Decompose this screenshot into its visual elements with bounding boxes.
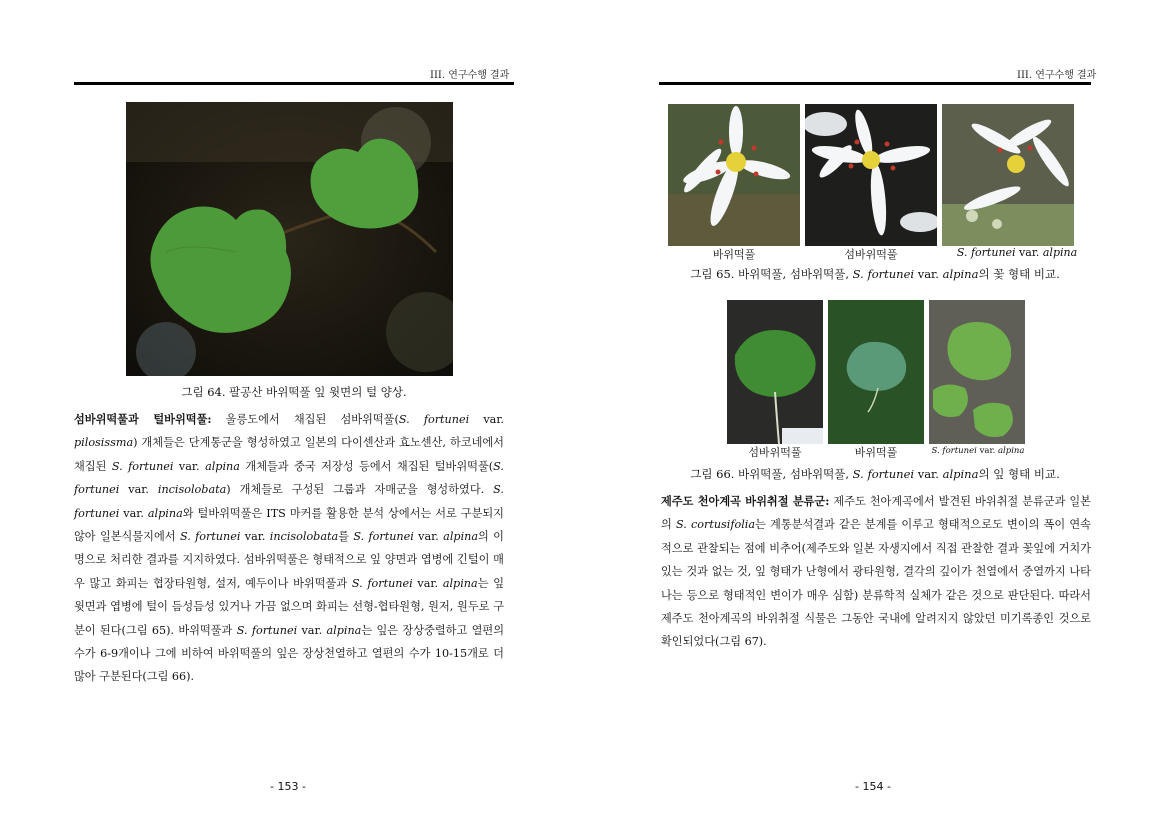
section-heading: 섬바위떡풀과 털바위떡풀: [74, 412, 212, 426]
page-number: - 153 - [270, 780, 306, 793]
leaf-photo-1 [727, 300, 823, 444]
leaf-photo-3 [929, 300, 1025, 444]
left-body-text: 섬바위떡풀과 털바위떡풀: 울릉도에서 채집된 섬바위떡풀(S. fortunei var. pilosissma) 개체들은 단계통군을 형성하였고 일본의 다이센산과 효노센산, 하코네에서 채집된 S. fortunei var. alpina 개체들과 중국 저장성 등에서 채집된 털바위떡풀(S. fortunei var. incisolobata) 개체들로 구성된 그룹과 자매군을 형성하였다. S. fortunei var. alpina와 털바위떡풀은 ITS 마커를 활용한 분석 상에서는 서로 구분되지 않아 일본식물지에서 S. fortunei var. incisolobata를 S. fortunei var. alpina의 이명으로 처리한 결과를 지지하였다. 섬바위떡풀은 형태적으로 잎 양면과 엽병에 긴털이 매우 많고 화피는 협장타원형, 설저, 예두이나 바위떡풀과 S. fortunei var. alpina는 잎 윗면과 엽병에 털이 듬성듬성 있거나 가끔 없으며 화피는 선형-협타원형, 원저, 원두로 구분이 된다(그림 65). 바위떡풀과 S. fortunei var. alpina는 잎은 장상중렬하고 열편의 수가 6-9개이나 그에 비하여 바위떡풀의 잎은 장상천열하고 열편의 수가 10-15개로 더 많아 구분된다(그림 66). [74, 412, 505, 684]
fig65-label-2: 섬바위떡풀 [844, 248, 898, 261]
running-header: III. 연구수행 결과 [430, 70, 510, 81]
section-heading: 제주도 천아계곡 바위취절 분류군: [661, 494, 830, 508]
left-page [0, 0, 586, 830]
figure65-caption: 그림 65. 바위떡풀, 섬바위떡풀, S. fortunei var. alpina의 꽃 형태 비교. [690, 267, 1060, 281]
flower-photo-2 [805, 104, 937, 246]
fig65-label-3: S. fortunei var. alpina [956, 246, 1078, 259]
leaf-photo-image [126, 102, 453, 376]
figure64-photo [126, 102, 453, 376]
header-rule [74, 82, 514, 85]
leaf-photo-2 [828, 300, 924, 444]
figure66-caption: 그림 66. 바위떡풀, 섬바위떡풀, S. fortunei var. alpina의 잎 형태 비교. [690, 467, 1060, 481]
page-number: - 154 - [855, 780, 891, 793]
flower-photo-3 [942, 104, 1074, 246]
right-body-text: 제주도 천아계곡 바위취절 분류군: 제주도 천아계곡에서 발견된 바위취절 분류군과 일본의 S. cortusifolia는 계통분석결과 같은 분계를 이루고 형태적으로도 변이의 폭이 연속적으로 관찰되는 점에 비추어(제주도와 일본 자생지에서 직접 관찰한 결과 꽃잎에 거치가 있는 것과 없는 것, 잎 형태가 난형에서 광타원형, 결각의 깊이가 천열에서 중열까지 나타나는 등으로 형태적인 변이가 매우 심함) 분류학적 실체가 같은 것으로 판단된다. 따라서 제주도 천아계곡의 바위취절 식물은 그동안 국내에 알려지지 않았던 미기록종인 것으로 확인되었다(그림 67). [661, 494, 1091, 649]
fig66-label-2: 바위떡풀 [854, 446, 898, 459]
fig66-label-3: S. fortunei var. alpina [931, 446, 1025, 456]
fig65-label-1: 바위떡풀 [712, 248, 756, 261]
running-header: III. 연구수행 결과 [1017, 70, 1097, 81]
header-rule [659, 82, 1091, 85]
fig66-label-1: 섬바위떡풀 [748, 446, 802, 459]
right-page [587, 0, 1173, 830]
flower-photo-1 [668, 104, 800, 246]
figure64-caption: 그림 64. 팔공산 바위떡풀 잎 윗면의 털 양상. [181, 385, 407, 399]
